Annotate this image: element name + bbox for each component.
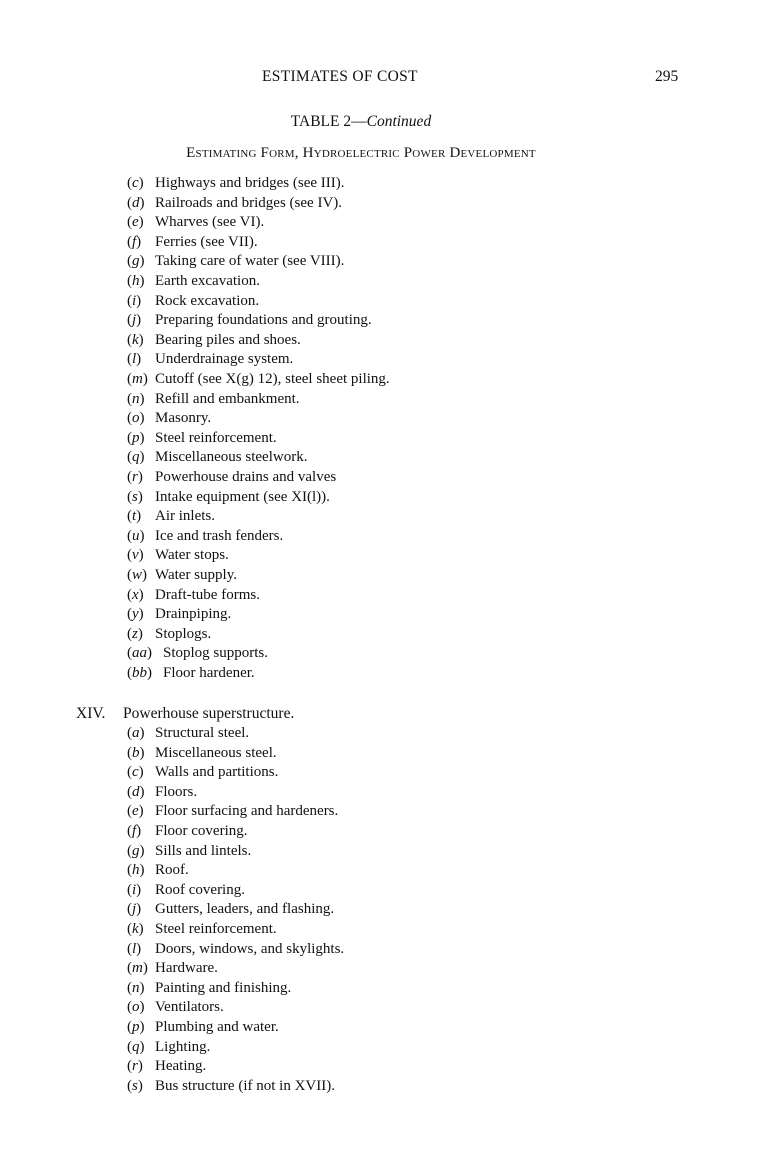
section-number: XIV. <box>76 705 106 722</box>
item-text: Masonry. <box>155 410 212 427</box>
item-text: Powerhouse drains and valves <box>155 469 337 485</box>
list-item <box>127 391 300 411</box>
list-item <box>127 332 301 352</box>
item-text: Bearing piles and shoes. <box>155 331 301 348</box>
item-text: Earth excavation. <box>155 273 260 289</box>
list-item <box>127 195 342 215</box>
list-item <box>127 999 224 1019</box>
item-label: (h) <box>127 273 145 289</box>
list-item <box>127 921 277 941</box>
list-item <box>127 725 249 745</box>
item-text: Roof. <box>155 862 189 879</box>
item-label: (u) <box>127 527 145 544</box>
item-label: (g) <box>127 253 145 270</box>
item-label: (i) <box>127 292 142 309</box>
item-label: (n) <box>127 979 145 996</box>
item-label: (b) <box>127 744 145 761</box>
item-label: (e) <box>127 803 144 820</box>
item-label: (s) <box>127 1077 143 1094</box>
item-label: (y) <box>127 606 144 623</box>
list-item <box>127 508 215 528</box>
list-item <box>127 1019 279 1039</box>
item-text: Refill and embankment. <box>155 390 300 407</box>
item-label: (f) <box>127 233 142 250</box>
item-label: (p) <box>127 1019 145 1035</box>
item-label: (q) <box>127 1038 145 1055</box>
item-text: Hardware. <box>155 960 218 977</box>
list-item <box>127 803 338 823</box>
list-item <box>127 371 390 391</box>
item-text: Floor surfacing and hardeners. <box>155 803 339 820</box>
list-item <box>127 1058 206 1078</box>
item-text: Intake equipment (see XI(l)). <box>155 488 330 505</box>
list-item <box>127 626 211 646</box>
item-text: Heating. <box>155 1058 207 1075</box>
item-text: Ventilators. <box>155 999 224 1016</box>
item-label: (a) <box>127 725 145 741</box>
list-item <box>127 882 245 902</box>
list-item <box>127 745 277 765</box>
list-item <box>127 862 189 882</box>
item-text: Water supply. <box>155 567 237 583</box>
item-label: (s) <box>127 488 143 505</box>
item-text: Bus structure (if not in XVII). <box>155 1077 335 1094</box>
item-label: (o) <box>127 410 145 427</box>
item-text: Walls and partitions. <box>155 764 279 781</box>
item-label: (v) <box>127 547 144 564</box>
item-label: (m) <box>127 371 148 387</box>
list-item <box>127 410 211 430</box>
item-label: (g) <box>127 842 145 859</box>
item-text: Steel reinforcement. <box>155 429 277 446</box>
list-item <box>127 764 278 784</box>
item-label: (d) <box>127 194 145 211</box>
item-label: (r) <box>127 469 143 485</box>
item-label: (c) <box>127 175 144 191</box>
list-item <box>127 528 283 548</box>
item-text: Lighting. <box>155 1038 211 1055</box>
item-text: Cutoff (see X(g) 12), steel sheet piling. <box>155 371 390 387</box>
item-label: (aa) <box>127 645 152 662</box>
list-item <box>127 645 268 665</box>
item-text: Painting and finishing. <box>155 979 292 996</box>
list-item <box>127 253 344 273</box>
item-label: (bb) <box>127 665 152 681</box>
list-item <box>127 823 247 843</box>
item-label: (t) <box>127 508 142 525</box>
list-item <box>127 469 336 489</box>
running-title: ESTIMATES OF COST <box>262 68 418 85</box>
item-text: Plumbing and water. <box>155 1019 279 1035</box>
page-number: 295 <box>655 68 679 85</box>
item-text: Underdrainage system. <box>155 351 294 368</box>
item-label: (k) <box>127 921 144 937</box>
item-label: (e) <box>127 214 144 231</box>
item-text: Floor covering. <box>155 823 248 839</box>
item-text: Wharves (see VI). <box>155 214 265 231</box>
item-text: Draft-tube forms. <box>155 586 260 603</box>
item-text: Sills and lintels. <box>155 842 252 859</box>
item-label: (x) <box>127 586 144 603</box>
section-title: Powerhouse superstructure. <box>123 705 295 722</box>
list-item <box>127 567 237 587</box>
table-title <box>0 113 722 131</box>
item-label: (j) <box>127 312 142 329</box>
table-title-continued: Continued <box>366 113 432 130</box>
item-text: Floors. <box>155 783 198 800</box>
list-item <box>127 214 264 234</box>
item-text: Ferries (see VII). <box>155 233 258 250</box>
item-label: (m) <box>127 960 148 977</box>
list-item <box>127 665 255 685</box>
item-label: (r) <box>127 1058 143 1075</box>
item-text: Railroads and bridges (see IV). <box>155 194 343 211</box>
list-item <box>127 351 293 371</box>
list-item <box>127 449 307 469</box>
item-text: Water stops. <box>155 547 229 564</box>
list-item <box>127 843 251 863</box>
list-item <box>127 901 334 921</box>
item-text: Ice and trash fenders. <box>155 527 284 544</box>
list-item <box>127 273 260 293</box>
item-label: (w) <box>127 567 148 583</box>
form-title: Estimating Form, Hydroelectric Power Development <box>186 145 536 161</box>
item-text: Rock excavation. <box>155 292 260 309</box>
list-item <box>127 606 231 626</box>
list-item <box>127 312 372 332</box>
list-item <box>127 980 291 1000</box>
item-label: (f) <box>127 823 142 839</box>
item-text: Stoplog supports. <box>163 645 269 662</box>
item-label: (d) <box>127 783 145 800</box>
list-item <box>127 960 218 980</box>
item-text: Floor hardener. <box>163 665 255 681</box>
item-text: Gutters, leaders, and flashing. <box>155 901 335 918</box>
list-item <box>127 784 197 804</box>
item-text: Steel reinforcement. <box>155 921 277 937</box>
item-label: (h) <box>127 862 145 879</box>
item-label: (i) <box>127 881 142 898</box>
list-item <box>127 234 258 254</box>
list-item <box>127 175 345 195</box>
item-label: (o) <box>127 999 145 1016</box>
item-text: Taking care of water (see VIII). <box>155 253 345 270</box>
item-label: (l) <box>127 351 142 368</box>
item-label: (k) <box>127 331 144 348</box>
item-text: Miscellaneous steelwork. <box>155 449 308 466</box>
list-item <box>127 587 260 607</box>
item-text: Stoplogs. <box>155 625 212 642</box>
item-label: (c) <box>127 764 144 781</box>
item-label: (p) <box>127 429 145 446</box>
item-text: Structural steel. <box>155 725 250 741</box>
table-title-main: TABLE 2— <box>290 113 367 130</box>
item-text: Roof covering. <box>155 881 245 898</box>
section-heading-xiv <box>76 705 294 723</box>
item-text: Miscellaneous steel. <box>155 744 277 761</box>
item-text: Doors, windows, and skylights. <box>155 940 345 957</box>
item-text: Air inlets. <box>155 508 215 525</box>
list-item <box>127 430 277 450</box>
list-item <box>127 941 344 961</box>
item-text: Highways and bridges (see III). <box>155 175 345 191</box>
item-label: (l) <box>127 940 142 957</box>
item-label: (q) <box>127 449 145 466</box>
list-item <box>127 1039 210 1059</box>
list-item <box>127 547 229 567</box>
running-head <box>0 68 759 88</box>
item-text: Preparing foundations and grouting. <box>155 312 372 329</box>
item-text: Drainpiping. <box>155 606 232 623</box>
list-item <box>127 1078 335 1098</box>
list-item <box>127 489 330 509</box>
item-label: (z) <box>127 625 143 642</box>
list-item <box>127 293 259 313</box>
item-label: (j) <box>127 901 142 918</box>
item-label: (n) <box>127 390 145 407</box>
